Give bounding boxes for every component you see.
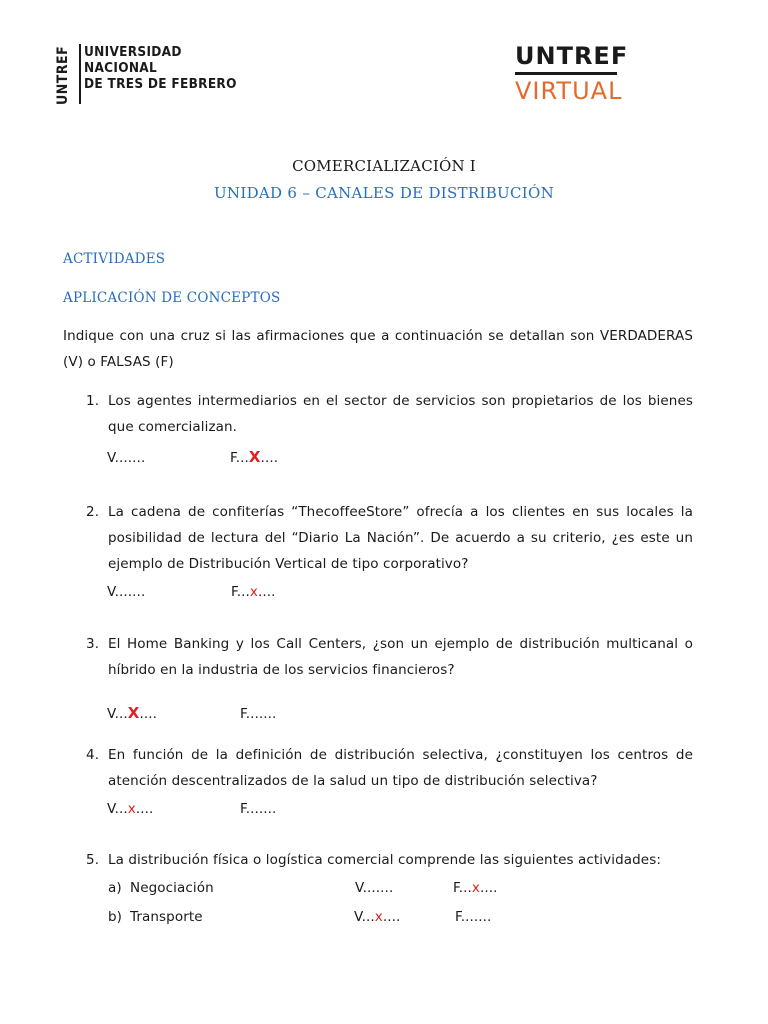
question-2-number: 2. — [86, 504, 100, 520]
unit-title: UNIDAD 6 – CANALES DE DISTRIBUCIÓN — [213, 184, 555, 202]
q4-true-mark: x — [127, 801, 136, 817]
course-title: COMERCIALIZACIÓN I — [292, 157, 476, 175]
untref-logo-text: UNTREF — [515, 42, 629, 70]
q1-true-option: V....... — [107, 450, 146, 466]
university-name — [84, 44, 237, 92]
question-4-line-2: atención descentralizados de la salud un tipo de distribución selectiva? — [108, 773, 598, 789]
q2-true-option: V....... — [107, 584, 146, 600]
question-3-line-2: híbrido en la industria de los servicios financieros? — [108, 662, 455, 678]
q5b-letter: b) — [108, 909, 123, 925]
question-3-line-1: El Home Banking y los Call Centers, ¿son un ejemplo de distribución multicanal o — [108, 636, 693, 652]
question-5-number: 5. — [86, 852, 100, 868]
q3-false-option: F....... — [240, 706, 277, 722]
q5a-false-mark: x — [471, 880, 480, 896]
q2-false-mark: x — [249, 584, 258, 600]
q2-false-option: F...x.... — [231, 584, 276, 600]
activities-heading: ACTIVIDADES — [63, 251, 166, 267]
virtual-logo-text: VIRTUAL — [515, 76, 623, 105]
untref-virtual-logo — [515, 42, 628, 104]
q3-true-mark: X — [127, 704, 140, 722]
untref-vertical-text: UNTREF — [55, 45, 71, 105]
question-2-line-3: ejemplo de Distribución Vertical de tipo corporativo? — [108, 556, 469, 572]
intro-line-2: (V) o FALSAS (F) — [63, 354, 174, 370]
q1-false-mark: X — [248, 448, 261, 466]
university-line-1: UNIVERSIDAD — [84, 44, 182, 60]
q5b-true-mark: x — [374, 909, 383, 925]
logo-divider — [79, 44, 81, 104]
question-2-line-2: posibilidad de lectura del “Diario La Nación”. De acuerdo a su criterio, ¿es este un — [108, 530, 693, 546]
q5a-label: Negociación — [130, 880, 214, 896]
q5b-false-option: F....... — [455, 909, 492, 925]
question-3-number: 3. — [86, 636, 100, 652]
question-4-line-1: En función de la definición de distribución selectiva, ¿constituyen los centros de — [108, 747, 693, 763]
q5b-label: Transporte — [130, 909, 203, 925]
question-1-line-2: que comercializan. — [108, 419, 238, 435]
question-4-number: 4. — [86, 747, 100, 763]
untref-vertical-logo — [55, 47, 81, 105]
application-heading: APLICACIÓN DE CONCEPTOS — [63, 290, 281, 306]
logo-bar — [515, 72, 617, 75]
q5a-letter: a) — [108, 880, 122, 896]
intro-line-1: Indique con una cruz si las afirmaciones que a continuación se detallan son VERDADERAS — [63, 328, 693, 344]
question-2-line-1: La cadena de confiterías “ThecoffeeStore” ofrecía a los clientes en sus locales la — [108, 504, 693, 520]
university-line-2: NACIONAL — [84, 60, 158, 76]
question-1-number: 1. — [86, 393, 100, 409]
q4-false-option: F....... — [240, 801, 277, 817]
q1-false-option: F...X.... — [230, 448, 279, 466]
q3-true-option: V...X.... — [107, 704, 158, 722]
q5a-true-option: V....... — [355, 880, 394, 896]
q4-true-option: V...x.... — [107, 801, 154, 817]
question-1-line-1: Los agentes intermediarios en el sector de servicios son propietarios de los bienes — [108, 393, 693, 409]
question-5-line-1: La distribución física o logística comercial comprende las siguientes actividades: — [108, 852, 661, 868]
university-line-3: DE TRES DE FEBRERO — [84, 76, 237, 92]
q5b-true-option: V...x.... — [354, 909, 401, 925]
q5a-false-option: F...x.... — [453, 880, 498, 896]
